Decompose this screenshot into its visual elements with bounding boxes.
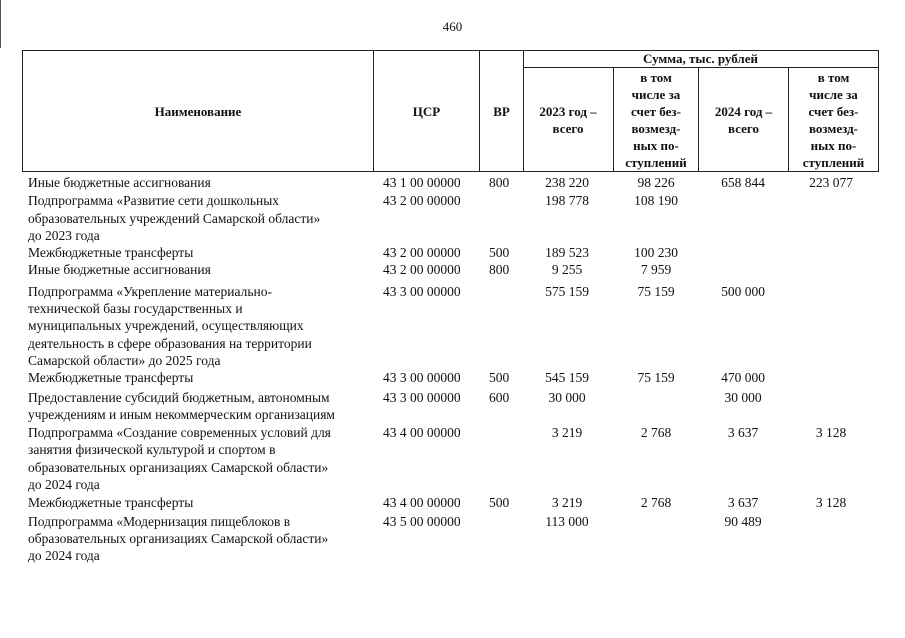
row-2023-free: 2 768	[640, 425, 672, 441]
row-name: Межбюджетные трансферты	[28, 495, 194, 511]
row-csr: 43 2 00 00000	[383, 262, 461, 278]
row-2024-total: 658 844	[721, 175, 765, 190]
row-vr: 500	[489, 495, 510, 511]
row-2024-free: 3 128	[815, 425, 847, 441]
row-2023-free: 75 159	[637, 283, 675, 299]
header-2024-total: 2024 год – всего	[698, 68, 788, 171]
row-2024-free: 3 128	[815, 495, 847, 511]
row-2024-total: 3 637	[727, 495, 759, 511]
header-vr: ВР	[479, 51, 523, 171]
row-2023-free: 98 226	[637, 175, 675, 190]
table-row	[28, 192, 888, 244]
row-vr: 500	[489, 370, 510, 386]
row-2024-total: 3 637	[727, 425, 759, 441]
row-2023-free: 108 190	[634, 193, 678, 209]
table-row	[28, 174, 888, 191]
header-2023-free: в том числе за счет без-возмезд-ных по-ступлений	[613, 68, 698, 171]
row-csr: 43 1 00 00000	[383, 175, 461, 190]
table-row	[28, 283, 888, 369]
row-2023-total: 198 778	[545, 193, 589, 209]
row-2023-total: 30 000	[548, 389, 586, 405]
table-row	[28, 369, 888, 386]
row-2023-total: 238 220	[545, 175, 589, 190]
row-csr: 43 4 00 00000	[383, 425, 461, 441]
row-name: Подпрограмма «Создание современных условий для занятия физической культурой и спортом в образовательных организациях Самарской области» до 2024 года	[28, 425, 331, 493]
row-csr: 43 4 00 00000	[383, 495, 461, 511]
row-vr: 500	[489, 245, 510, 261]
row-2024-total: 30 000	[724, 389, 762, 405]
row-2023-total: 9 255	[551, 262, 583, 278]
row-name: Подпрограмма «Укрепление материально- технической базы государственных и муниципальных учреждений, осуществляющих деятельность в сфере образования на территории Самарской области» до 2025 года	[28, 283, 312, 368]
row-2024-free: 223 077	[809, 175, 853, 190]
row-csr: 43 5 00 00000	[383, 513, 461, 529]
row-name: Межбюджетные трансферты	[28, 370, 194, 386]
row-vr: 800	[489, 262, 510, 278]
table-row	[28, 424, 888, 493]
row-vr: 600	[489, 389, 510, 405]
row-2023-total: 545 159	[545, 370, 589, 386]
row-csr: 43 3 00 00000	[383, 370, 461, 386]
row-2023-free: 7 959	[640, 262, 672, 278]
row-2023-total: 3 219	[551, 495, 583, 511]
row-2023-total: 189 523	[545, 245, 589, 261]
header-2024-free: в том числе за счет без-возмезд-ных по-ступлений	[788, 68, 878, 171]
header-name: Наименование	[154, 103, 242, 119]
row-csr: 43 3 00 00000	[383, 389, 461, 405]
page-number: 460	[442, 19, 463, 34]
table-row	[28, 513, 888, 565]
row-2023-total: 113 000	[545, 513, 589, 529]
header-csr: ЦСР	[373, 51, 479, 171]
row-2023-total: 3 219	[551, 425, 583, 441]
row-name: Подпрограмма «Развитие сети дошкольных образовательных учреждений Самарской области» до 2023 года	[28, 193, 321, 243]
row-2024-total: 90 489	[724, 513, 762, 529]
table-body	[28, 174, 888, 565]
row-name: Иные бюджетные ассигнования	[28, 175, 211, 190]
table-row	[28, 389, 888, 424]
header-sum: Сумма, тыс. рублей	[523, 51, 878, 68]
row-name: Подпрограмма «Модернизация пищеблоков в образовательных организациях Самарской области» до 2024 года	[28, 513, 329, 564]
row-2024-total: 500 000	[721, 283, 765, 299]
table-row	[28, 261, 888, 278]
row-2023-free: 75 159	[637, 370, 675, 386]
table-header	[22, 50, 879, 172]
row-csr: 43 2 00 00000	[383, 193, 461, 209]
row-name: Иные бюджетные ассигнования	[28, 262, 211, 278]
row-2024-total: 470 000	[721, 370, 765, 386]
table-row	[28, 244, 888, 261]
header-2023-total: 2023 год – всего	[539, 103, 597, 136]
row-2023-total: 575 159	[545, 283, 589, 299]
row-csr: 43 3 00 00000	[383, 283, 461, 299]
row-vr: 800	[489, 175, 510, 190]
table-row	[28, 494, 888, 511]
row-name: Предоставление субсидий бюджетным, автономным учреждениям и иным некоммерческим организациям	[28, 389, 335, 422]
row-name: Межбюджетные трансферты	[28, 245, 194, 261]
row-2023-free: 100 230	[634, 245, 678, 261]
row-2023-free: 2 768	[640, 495, 672, 511]
row-csr: 43 2 00 00000	[383, 245, 461, 261]
